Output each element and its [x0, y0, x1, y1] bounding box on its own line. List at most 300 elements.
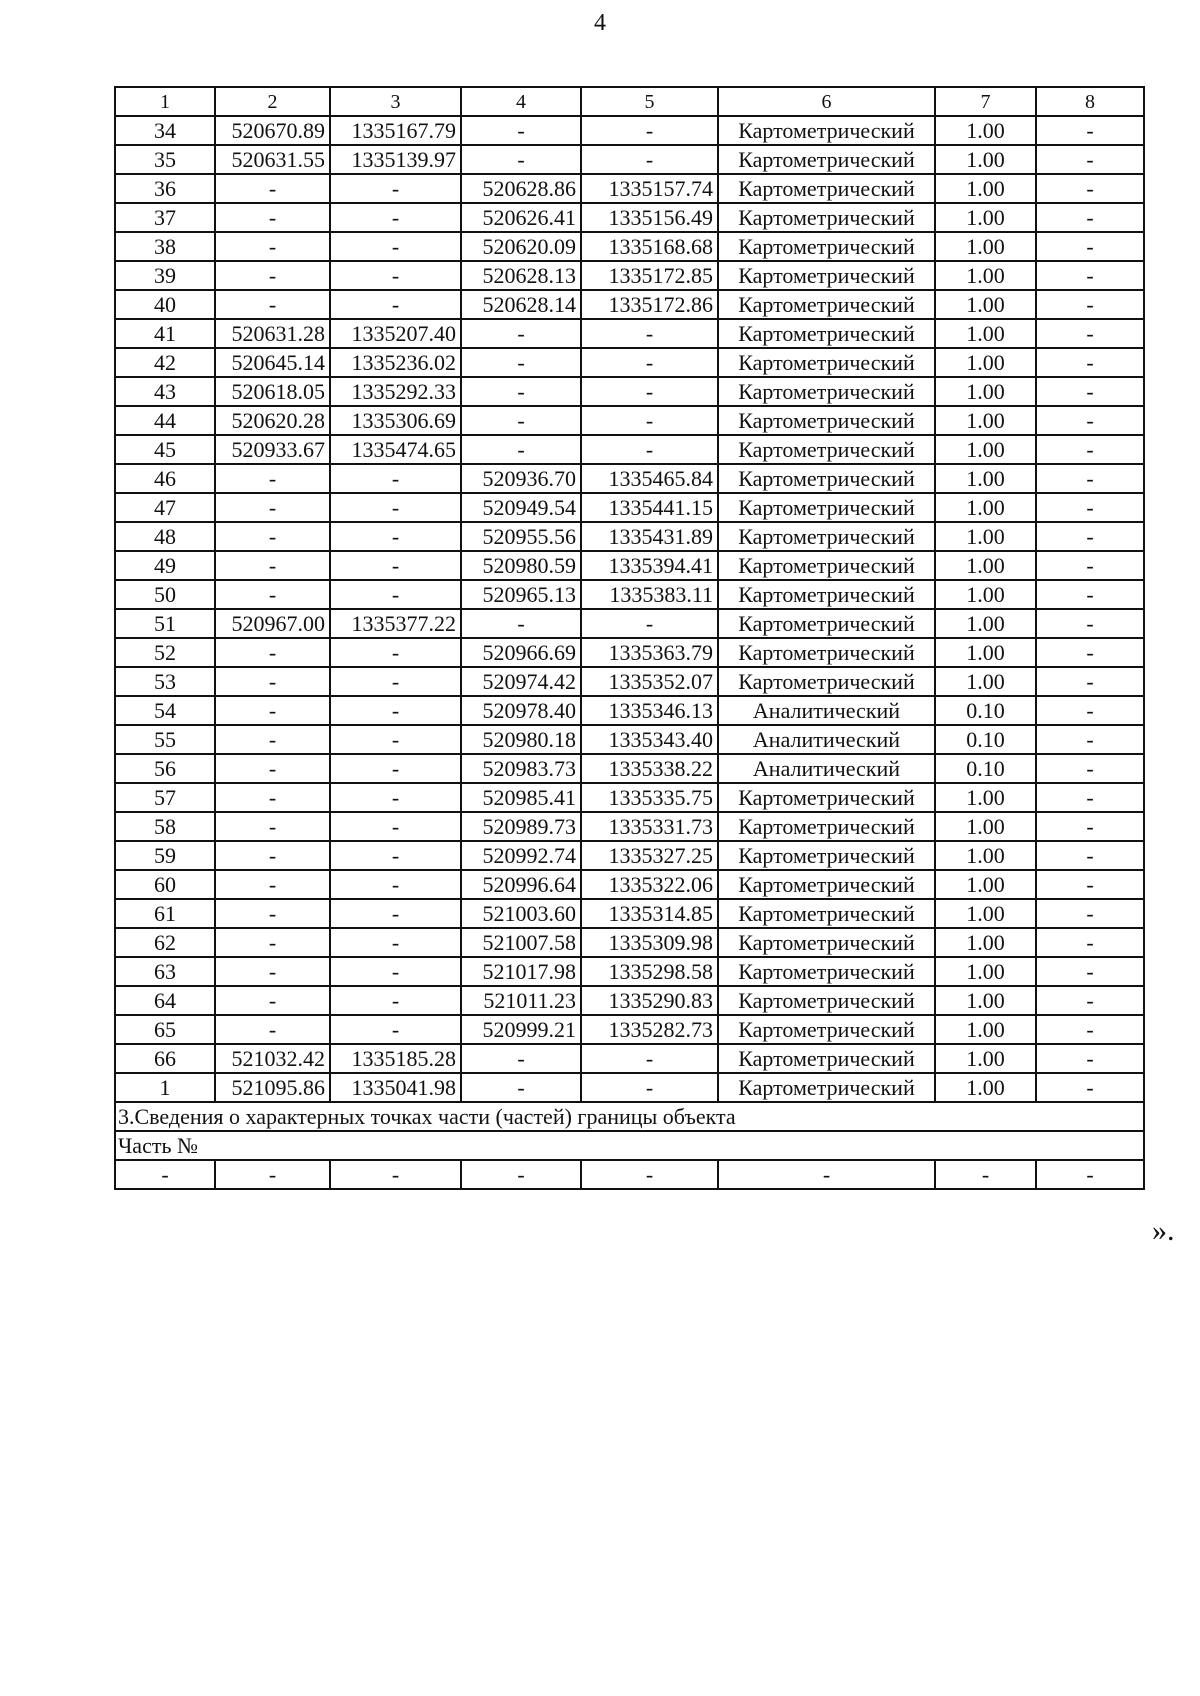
table-row: [115, 1073, 1144, 1102]
existing-x-cell: -: [215, 841, 330, 870]
point-number-cell: 39: [115, 261, 215, 290]
accuracy-cell: 1.00: [935, 1015, 1036, 1044]
accuracy-cell: 1.00: [935, 783, 1036, 812]
existing-x-cell: -: [215, 174, 330, 203]
description-cell: -: [1036, 957, 1144, 986]
method-cell: Картометрический: [718, 1015, 935, 1044]
column-header: 1: [115, 87, 215, 116]
existing-y-cell: -: [330, 464, 461, 493]
table-row: [115, 899, 1144, 928]
refined-x-cell: 520992.74: [461, 841, 581, 870]
existing-x-cell: -: [215, 870, 330, 899]
table-row: [115, 348, 1144, 377]
description-cell: -: [1036, 928, 1144, 957]
refined-y-cell: 1335331.73: [581, 812, 718, 841]
point-number-cell: 48: [115, 522, 215, 551]
accuracy-cell: 1.00: [935, 203, 1036, 232]
point-number-cell: 62: [115, 928, 215, 957]
empty-cell: -: [581, 1160, 718, 1189]
accuracy-cell: 1.00: [935, 116, 1036, 145]
existing-y-cell: 1335139.97: [330, 145, 461, 174]
existing-y-cell: -: [330, 580, 461, 609]
accuracy-cell: 1.00: [935, 609, 1036, 638]
method-cell: Картометрический: [718, 986, 935, 1015]
existing-x-cell: 520645.14: [215, 348, 330, 377]
refined-x-cell: 520628.13: [461, 261, 581, 290]
refined-y-cell: 1335352.07: [581, 667, 718, 696]
part-label-row: [115, 1131, 1144, 1160]
accuracy-cell: 1.00: [935, 464, 1036, 493]
table-row: [115, 696, 1144, 725]
method-cell: Картометрический: [718, 609, 935, 638]
existing-x-cell: 520620.28: [215, 406, 330, 435]
existing-y-cell: 1335207.40: [330, 319, 461, 348]
existing-x-cell: -: [215, 551, 330, 580]
empty-cell: -: [215, 1160, 330, 1189]
point-number-cell: 51: [115, 609, 215, 638]
table-row: [115, 928, 1144, 957]
refined-y-cell: 1335394.41: [581, 551, 718, 580]
existing-x-cell: -: [215, 464, 330, 493]
accuracy-cell: 1.00: [935, 667, 1036, 696]
refined-x-cell: -: [461, 348, 581, 377]
existing-y-cell: -: [330, 783, 461, 812]
existing-x-cell: -: [215, 754, 330, 783]
refined-x-cell: -: [461, 435, 581, 464]
description-cell: -: [1036, 435, 1144, 464]
part-section: [115, 1102, 1144, 1189]
description-cell: -: [1036, 522, 1144, 551]
accuracy-cell: 1.00: [935, 841, 1036, 870]
table-row: [115, 406, 1144, 435]
existing-x-cell: -: [215, 783, 330, 812]
table-body: [115, 87, 1144, 1102]
refined-y-cell: 1335168.68: [581, 232, 718, 261]
refined-x-cell: -: [461, 319, 581, 348]
description-cell: -: [1036, 406, 1144, 435]
refined-x-cell: 520628.14: [461, 290, 581, 319]
refined-x-cell: 520620.09: [461, 232, 581, 261]
refined-y-cell: 1335290.83: [581, 986, 718, 1015]
accuracy-cell: 1.00: [935, 870, 1036, 899]
refined-y-cell: 1335298.58: [581, 957, 718, 986]
description-cell: -: [1036, 696, 1144, 725]
method-cell: Картометрический: [718, 957, 935, 986]
column-header: 7: [935, 87, 1036, 116]
existing-x-cell: -: [215, 493, 330, 522]
existing-x-cell: 520670.89: [215, 116, 330, 145]
refined-x-cell: 520980.18: [461, 725, 581, 754]
description-cell: -: [1036, 725, 1144, 754]
table-row: [115, 609, 1144, 638]
method-cell: Картометрический: [718, 232, 935, 261]
point-number-cell: 37: [115, 203, 215, 232]
existing-x-cell: -: [215, 986, 330, 1015]
empty-part-row: [115, 1160, 1144, 1189]
refined-y-cell: -: [581, 116, 718, 145]
existing-x-cell: -: [215, 696, 330, 725]
point-number-cell: 46: [115, 464, 215, 493]
point-number-cell: 60: [115, 870, 215, 899]
table-row: [115, 551, 1144, 580]
table-row: [115, 638, 1144, 667]
existing-y-cell: -: [330, 957, 461, 986]
empty-cell: -: [718, 1160, 935, 1189]
point-number-cell: 52: [115, 638, 215, 667]
description-cell: -: [1036, 319, 1144, 348]
accuracy-cell: 1.00: [935, 174, 1036, 203]
column-header: 4: [461, 87, 581, 116]
description-cell: -: [1036, 754, 1144, 783]
column-header-row: [115, 87, 1144, 116]
refined-x-cell: 521017.98: [461, 957, 581, 986]
accuracy-cell: 1.00: [935, 899, 1036, 928]
closing-quote: ».: [1152, 1214, 1175, 1247]
accuracy-cell: 0.10: [935, 696, 1036, 725]
empty-cell: -: [1036, 1160, 1144, 1189]
existing-x-cell: -: [215, 203, 330, 232]
table-row: [115, 754, 1144, 783]
refined-x-cell: -: [461, 609, 581, 638]
method-cell: Картометрический: [718, 377, 935, 406]
existing-x-cell: -: [215, 957, 330, 986]
point-number-cell: 64: [115, 986, 215, 1015]
description-cell: -: [1036, 1044, 1144, 1073]
method-cell: Картометрический: [718, 493, 935, 522]
existing-x-cell: -: [215, 812, 330, 841]
method-cell: Картометрический: [718, 290, 935, 319]
method-cell: Картометрический: [718, 580, 935, 609]
refined-x-cell: 520965.13: [461, 580, 581, 609]
existing-y-cell: -: [330, 928, 461, 957]
coordinates-table: [114, 86, 1145, 1190]
method-cell: Аналитический: [718, 696, 935, 725]
refined-y-cell: 1335327.25: [581, 841, 718, 870]
description-cell: -: [1036, 464, 1144, 493]
accuracy-cell: 0.10: [935, 725, 1036, 754]
accuracy-cell: 1.00: [935, 406, 1036, 435]
accuracy-cell: 1.00: [935, 435, 1036, 464]
refined-x-cell: -: [461, 377, 581, 406]
refined-y-cell: 1335338.22: [581, 754, 718, 783]
existing-x-cell: -: [215, 928, 330, 957]
description-cell: -: [1036, 174, 1144, 203]
method-cell: Картометрический: [718, 116, 935, 145]
existing-y-cell: -: [330, 986, 461, 1015]
method-cell: Картометрический: [718, 638, 935, 667]
description-cell: -: [1036, 377, 1144, 406]
existing-y-cell: 1335236.02: [330, 348, 461, 377]
table-row: [115, 203, 1144, 232]
refined-x-cell: 521003.60: [461, 899, 581, 928]
empty-cell: -: [461, 1160, 581, 1189]
existing-y-cell: 1335474.65: [330, 435, 461, 464]
table-row: [115, 725, 1144, 754]
point-number-cell: 36: [115, 174, 215, 203]
accuracy-cell: 1.00: [935, 348, 1036, 377]
refined-y-cell: -: [581, 348, 718, 377]
accuracy-cell: 1.00: [935, 986, 1036, 1015]
refined-x-cell: 520626.41: [461, 203, 581, 232]
point-number-cell: 57: [115, 783, 215, 812]
refined-y-cell: -: [581, 435, 718, 464]
existing-x-cell: -: [215, 261, 330, 290]
refined-x-cell: -: [461, 1044, 581, 1073]
method-cell: Картометрический: [718, 261, 935, 290]
method-cell: Картометрический: [718, 522, 935, 551]
existing-x-cell: -: [215, 725, 330, 754]
refined-x-cell: 520949.54: [461, 493, 581, 522]
existing-y-cell: -: [330, 290, 461, 319]
existing-x-cell: 520618.05: [215, 377, 330, 406]
method-cell: Картометрический: [718, 1044, 935, 1073]
column-header: 8: [1036, 87, 1144, 116]
empty-cell: -: [330, 1160, 461, 1189]
table-row: [115, 986, 1144, 1015]
point-number-cell: 42: [115, 348, 215, 377]
description-cell: -: [1036, 493, 1144, 522]
table-row: [115, 145, 1144, 174]
table-row: [115, 116, 1144, 145]
section-title-row: [115, 1102, 1144, 1131]
refined-y-cell: 1335383.11: [581, 580, 718, 609]
point-number-cell: 45: [115, 435, 215, 464]
refined-x-cell: 520974.42: [461, 667, 581, 696]
accuracy-cell: 1.00: [935, 290, 1036, 319]
accuracy-cell: 1.00: [935, 493, 1036, 522]
accuracy-cell: 0.10: [935, 754, 1036, 783]
page-number: 4: [594, 10, 606, 36]
point-number-cell: 54: [115, 696, 215, 725]
description-cell: -: [1036, 290, 1144, 319]
existing-y-cell: -: [330, 754, 461, 783]
accuracy-cell: 1.00: [935, 638, 1036, 667]
existing-x-cell: 521032.42: [215, 1044, 330, 1073]
method-cell: Картометрический: [718, 406, 935, 435]
refined-y-cell: 1335346.13: [581, 696, 718, 725]
existing-y-cell: -: [330, 870, 461, 899]
refined-y-cell: 1335363.79: [581, 638, 718, 667]
method-cell: Картометрический: [718, 1073, 935, 1102]
table-row: [115, 464, 1144, 493]
existing-y-cell: -: [330, 551, 461, 580]
point-number-cell: 49: [115, 551, 215, 580]
table-row: [115, 290, 1144, 319]
refined-x-cell: 520999.21: [461, 1015, 581, 1044]
table-row: [115, 435, 1144, 464]
empty-cell: -: [935, 1160, 1036, 1189]
existing-y-cell: -: [330, 638, 461, 667]
refined-y-cell: 1335156.49: [581, 203, 718, 232]
existing-x-cell: -: [215, 580, 330, 609]
existing-x-cell: 520967.00: [215, 609, 330, 638]
refined-x-cell: 520980.59: [461, 551, 581, 580]
accuracy-cell: 1.00: [935, 319, 1036, 348]
method-cell: Картометрический: [718, 667, 935, 696]
refined-x-cell: 520978.40: [461, 696, 581, 725]
refined-y-cell: -: [581, 1044, 718, 1073]
section-title: 3.Сведения о характерных точках части (частей) границы объекта: [115, 1102, 1144, 1131]
existing-y-cell: -: [330, 493, 461, 522]
description-cell: -: [1036, 812, 1144, 841]
refined-x-cell: 520628.86: [461, 174, 581, 203]
column-header: 2: [215, 87, 330, 116]
point-number-cell: 35: [115, 145, 215, 174]
refined-y-cell: 1335335.75: [581, 783, 718, 812]
description-cell: -: [1036, 986, 1144, 1015]
table-row: [115, 319, 1144, 348]
accuracy-cell: 1.00: [935, 261, 1036, 290]
method-cell: Картометрический: [718, 841, 935, 870]
table-row: [115, 667, 1144, 696]
description-cell: -: [1036, 1015, 1144, 1044]
method-cell: Картометрический: [718, 551, 935, 580]
refined-y-cell: 1335172.86: [581, 290, 718, 319]
refined-y-cell: 1335441.15: [581, 493, 718, 522]
method-cell: Картометрический: [718, 928, 935, 957]
empty-cell: -: [115, 1160, 215, 1189]
method-cell: Картометрический: [718, 812, 935, 841]
method-cell: Картометрический: [718, 348, 935, 377]
point-number-cell: 44: [115, 406, 215, 435]
existing-y-cell: -: [330, 725, 461, 754]
point-number-cell: 38: [115, 232, 215, 261]
refined-y-cell: 1335465.84: [581, 464, 718, 493]
description-cell: -: [1036, 261, 1144, 290]
refined-y-cell: 1335322.06: [581, 870, 718, 899]
point-number-cell: 56: [115, 754, 215, 783]
accuracy-cell: 1.00: [935, 957, 1036, 986]
method-cell: Картометрический: [718, 319, 935, 348]
existing-x-cell: -: [215, 232, 330, 261]
refined-x-cell: 521011.23: [461, 986, 581, 1015]
table-row: [115, 522, 1144, 551]
method-cell: Картометрический: [718, 783, 935, 812]
refined-y-cell: 1335431.89: [581, 522, 718, 551]
existing-y-cell: -: [330, 696, 461, 725]
accuracy-cell: 1.00: [935, 812, 1036, 841]
table-row: [115, 870, 1144, 899]
method-cell: Картометрический: [718, 870, 935, 899]
existing-y-cell: 1335041.98: [330, 1073, 461, 1102]
refined-y-cell: 1335172.85: [581, 261, 718, 290]
method-cell: Картометрический: [718, 899, 935, 928]
accuracy-cell: 1.00: [935, 377, 1036, 406]
method-cell: Картометрический: [718, 145, 935, 174]
accuracy-cell: 1.00: [935, 1073, 1036, 1102]
existing-y-cell: -: [330, 667, 461, 696]
table-row: [115, 783, 1144, 812]
existing-y-cell: 1335167.79: [330, 116, 461, 145]
existing-y-cell: -: [330, 174, 461, 203]
accuracy-cell: 1.00: [935, 928, 1036, 957]
description-cell: -: [1036, 232, 1144, 261]
description-cell: -: [1036, 609, 1144, 638]
accuracy-cell: 1.00: [935, 145, 1036, 174]
refined-x-cell: -: [461, 145, 581, 174]
method-cell: Аналитический: [718, 754, 935, 783]
refined-x-cell: 520936.70: [461, 464, 581, 493]
point-number-cell: 50: [115, 580, 215, 609]
point-number-cell: 34: [115, 116, 215, 145]
existing-y-cell: -: [330, 899, 461, 928]
refined-x-cell: -: [461, 406, 581, 435]
table-row: [115, 812, 1144, 841]
table-row: [115, 261, 1144, 290]
existing-y-cell: 1335185.28: [330, 1044, 461, 1073]
refined-y-cell: 1335343.40: [581, 725, 718, 754]
table-row: [115, 174, 1144, 203]
description-cell: -: [1036, 580, 1144, 609]
table-row: [115, 377, 1144, 406]
existing-x-cell: -: [215, 899, 330, 928]
method-cell: Картометрический: [718, 203, 935, 232]
part-label: Часть №: [115, 1131, 1144, 1160]
description-cell: -: [1036, 667, 1144, 696]
table-row: [115, 1044, 1144, 1073]
refined-y-cell: -: [581, 377, 718, 406]
refined-x-cell: 520966.69: [461, 638, 581, 667]
refined-x-cell: -: [461, 116, 581, 145]
point-number-cell: 59: [115, 841, 215, 870]
description-cell: -: [1036, 116, 1144, 145]
refined-x-cell: -: [461, 1073, 581, 1102]
point-number-cell: 55: [115, 725, 215, 754]
refined-x-cell: 520996.64: [461, 870, 581, 899]
accuracy-cell: 1.00: [935, 551, 1036, 580]
column-header: 3: [330, 87, 461, 116]
existing-y-cell: 1335377.22: [330, 609, 461, 638]
refined-y-cell: 1335282.73: [581, 1015, 718, 1044]
table-row: [115, 493, 1144, 522]
existing-x-cell: -: [215, 290, 330, 319]
existing-y-cell: 1335306.69: [330, 406, 461, 435]
existing-y-cell: -: [330, 522, 461, 551]
refined-x-cell: 521007.58: [461, 928, 581, 957]
refined-x-cell: 520985.41: [461, 783, 581, 812]
refined-y-cell: -: [581, 145, 718, 174]
description-cell: -: [1036, 870, 1144, 899]
refined-y-cell: 1335314.85: [581, 899, 718, 928]
accuracy-cell: 1.00: [935, 522, 1036, 551]
existing-x-cell: -: [215, 638, 330, 667]
point-number-cell: 65: [115, 1015, 215, 1044]
description-cell: -: [1036, 783, 1144, 812]
existing-x-cell: -: [215, 667, 330, 696]
refined-x-cell: 520989.73: [461, 812, 581, 841]
method-cell: Аналитический: [718, 725, 935, 754]
description-cell: -: [1036, 203, 1144, 232]
refined-y-cell: -: [581, 1073, 718, 1102]
existing-y-cell: -: [330, 1015, 461, 1044]
point-number-cell: 53: [115, 667, 215, 696]
point-number-cell: 58: [115, 812, 215, 841]
description-cell: -: [1036, 841, 1144, 870]
existing-x-cell: 520631.55: [215, 145, 330, 174]
refined-x-cell: 520983.73: [461, 754, 581, 783]
description-cell: -: [1036, 551, 1144, 580]
description-cell: -: [1036, 638, 1144, 667]
column-header: 6: [718, 87, 935, 116]
method-cell: Картометрический: [718, 174, 935, 203]
table-row: [115, 1015, 1144, 1044]
description-cell: -: [1036, 1073, 1144, 1102]
method-cell: Картометрический: [718, 435, 935, 464]
existing-x-cell: 521095.86: [215, 1073, 330, 1102]
table-row: [115, 232, 1144, 261]
point-number-cell: 1: [115, 1073, 215, 1102]
refined-y-cell: 1335309.98: [581, 928, 718, 957]
